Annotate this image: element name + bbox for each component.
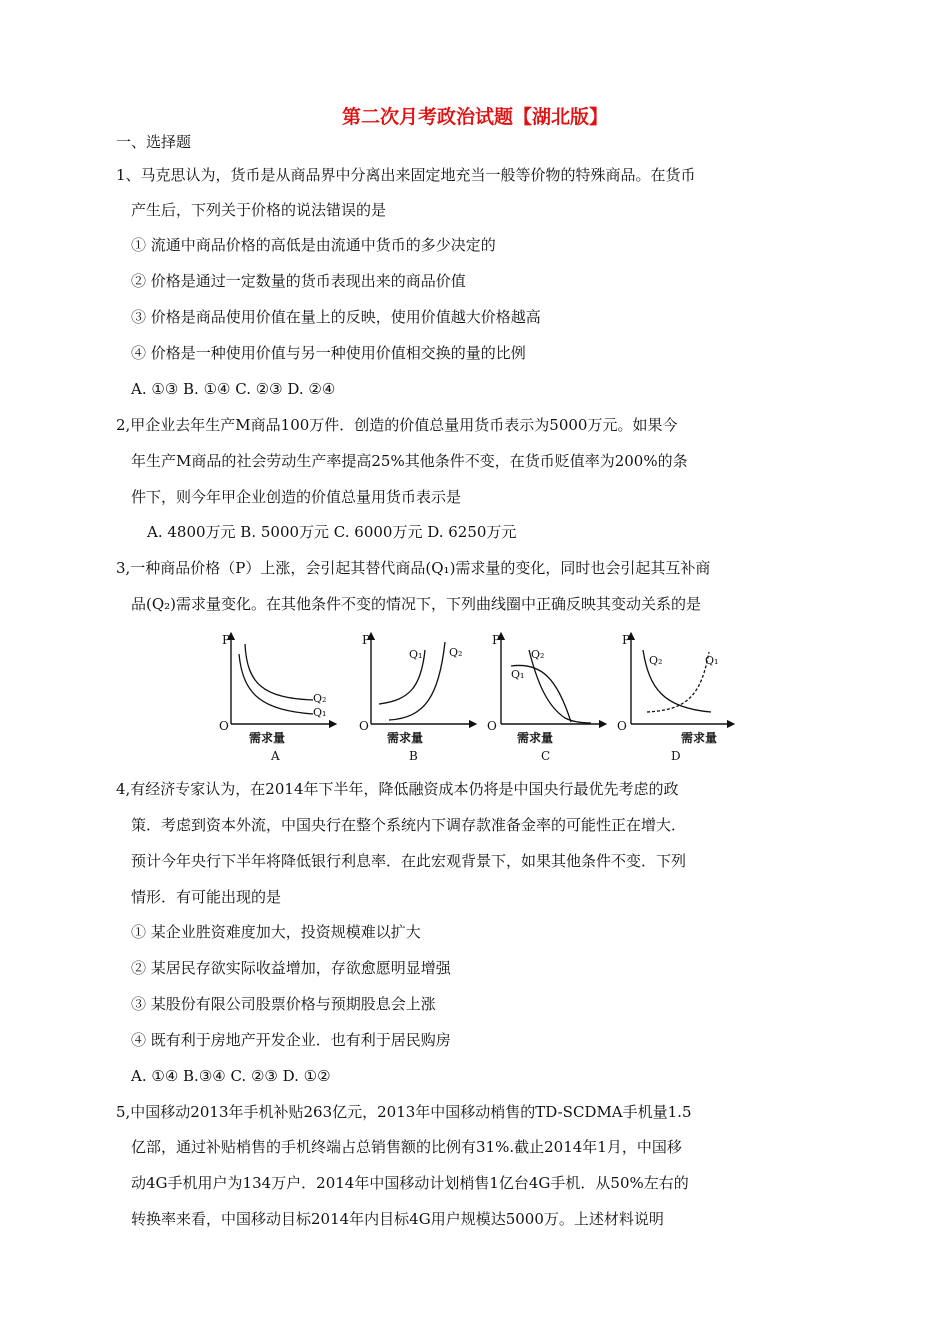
q3-graph-strip [211, 626, 735, 764]
graph-d-xlabel: 需求量 [681, 731, 718, 745]
q4-stem-line-1: 4,有经济专家认为，在2014年下半年，降低融资成本仍将是中国央行最优先考虑的政 [116, 780, 679, 798]
q2-stem-line-1: 2,甲企业去年生产M商品100万件．创造的价值总量用货币表示为5000万元。如果今 [116, 416, 678, 434]
q2-choices: A. 4800万元 B. 5000万元 C. 6000万元 D. 6250万元 [147, 523, 517, 541]
graph-a [219, 633, 333, 763]
q4-option-4: ④ 既有利于房地产开发企业．也有利于居民购房 [131, 1031, 451, 1049]
q3-graphs-svg [211, 626, 735, 764]
q2-stem-line-3: 件下，则今年甲企业创造的价值总量用货币表示是 [131, 488, 462, 506]
q3-stem-line-2: 品(Q₂)需求量变化。在其他条件不变的情况下，下列曲线圈中正确反映其变动关系的是 [131, 595, 702, 613]
q5-stem-line-4: 转换率来看，中国移动目标2014年内目标4G用户规模达5000万。上述材料说明 [131, 1210, 664, 1228]
q1-option-4: ④ 价格是一种使用价值与另一种使用价值相交换的量的比例 [131, 344, 526, 362]
graph-c [487, 633, 603, 763]
graph-a-q2: Q₂ [313, 692, 327, 705]
graph-b-q1: Q₁ [409, 648, 423, 661]
q3-stem-line-1: 3,一种商品价格（P）上涨，会引起其替代商品(Q₁)需求量的变化，同时也会引起其互补商 [116, 559, 711, 577]
graph-d-label: D [671, 749, 681, 763]
q5-stem-line-1: 5,中国移动2013年手机补贴263亿元，2013年中国移动梢售的TD-SCDMA手机量1.5 [116, 1103, 692, 1121]
q4-stem-line-4: 情形．有可能出现的是 [131, 888, 282, 906]
graph-a-q1: Q₁ [313, 706, 327, 719]
q5-stem-line-2: 亿部，通过补贴梢售的手机终端占总销售额的比例有31%.截止2014年1月，中国移 [131, 1138, 682, 1156]
q4-choices: A. ①④ B.③④ C. ②③ D. ①② [131, 1067, 331, 1085]
graph-d-q2: Q₂ [649, 654, 663, 667]
q4-stem-line-3: 预计今年央行下半年将降低银行利息率．在此宏观背景下，如果其他条件不变．下列 [131, 852, 687, 870]
graph-b-p: P [362, 633, 371, 647]
q4-option-3: ③ 某股份有限公司股票价格与预期股息会上涨 [131, 995, 436, 1013]
graph-a-curve-q1 [239, 654, 313, 714]
q1-option-3: ③ 价格是商品使用价值在量上的反映，使用价值越大价格越高 [131, 308, 541, 326]
section-heading: 一、选择题 [116, 133, 192, 151]
graph-b [359, 633, 473, 763]
q1-option-1: ① 流通中商品价格的高低是由流通中货币的多少决定的 [131, 236, 496, 254]
graph-c-label: C [541, 749, 551, 763]
graph-b-xlabel: 需求量 [387, 731, 424, 745]
graph-b-label: B [409, 749, 418, 763]
graph-c-xlabel: 需求量 [517, 731, 554, 745]
q2-stem-line-2: 年生产M商品的社会劳动生产率提高25%其他条件不变，在货币贬值率为200%的条 [131, 452, 688, 470]
graph-d-q1: Q₁ [705, 654, 719, 667]
graph-d-p: P [622, 633, 631, 647]
q1-stem-line-1: 1、马克思认为，货币是从商品界中分离出来固定地充当一般等价物的特殊商品。在货币 [116, 166, 696, 184]
q4-option-2: ② 某居民存欲实际收益增加，存欲愈愿明显增强 [131, 959, 451, 977]
graph-b-q2: Q₂ [449, 646, 463, 659]
graph-b-o: O [359, 719, 369, 733]
q1-choices: A. ①③ B. ①④ C. ②③ D. ②④ [131, 380, 336, 398]
page-title: 第二次月考政治试题【湖北版】 [341, 106, 608, 128]
q1-stem-line-2: 产生后，下列关于价格的说法错误的是 [131, 201, 387, 219]
graph-a-curve-q2 [245, 644, 313, 700]
graph-a-label: A [271, 749, 280, 763]
graph-d [617, 633, 731, 763]
q5-stem-line-3: 动4G手机用户为134万户．2014年中国移动计划梢售1亿台4G手机．从50%左右的 [131, 1174, 689, 1192]
graph-a-xlabel: 需求量 [249, 731, 286, 745]
graph-a-o: O [219, 719, 229, 733]
graph-c-o: O [487, 719, 497, 733]
q4-stem-line-2: 策．考虑到资本外流，中国央行在整个系统内下调存款准备金率的可能性正在增大． [131, 816, 687, 834]
graph-c-q1: Q₁ [511, 668, 525, 681]
q1-option-2: ② 价格是通过一定数量的货币表现出来的商品价值 [131, 272, 466, 290]
graph-c-q2: Q₂ [531, 648, 545, 661]
graph-a-p: P [222, 633, 231, 647]
graph-c-p: P [492, 633, 501, 647]
graph-d-o: O [617, 719, 627, 733]
q4-option-1: ① 某企业胜资难度加大，投资规模难以扩大 [131, 923, 421, 941]
